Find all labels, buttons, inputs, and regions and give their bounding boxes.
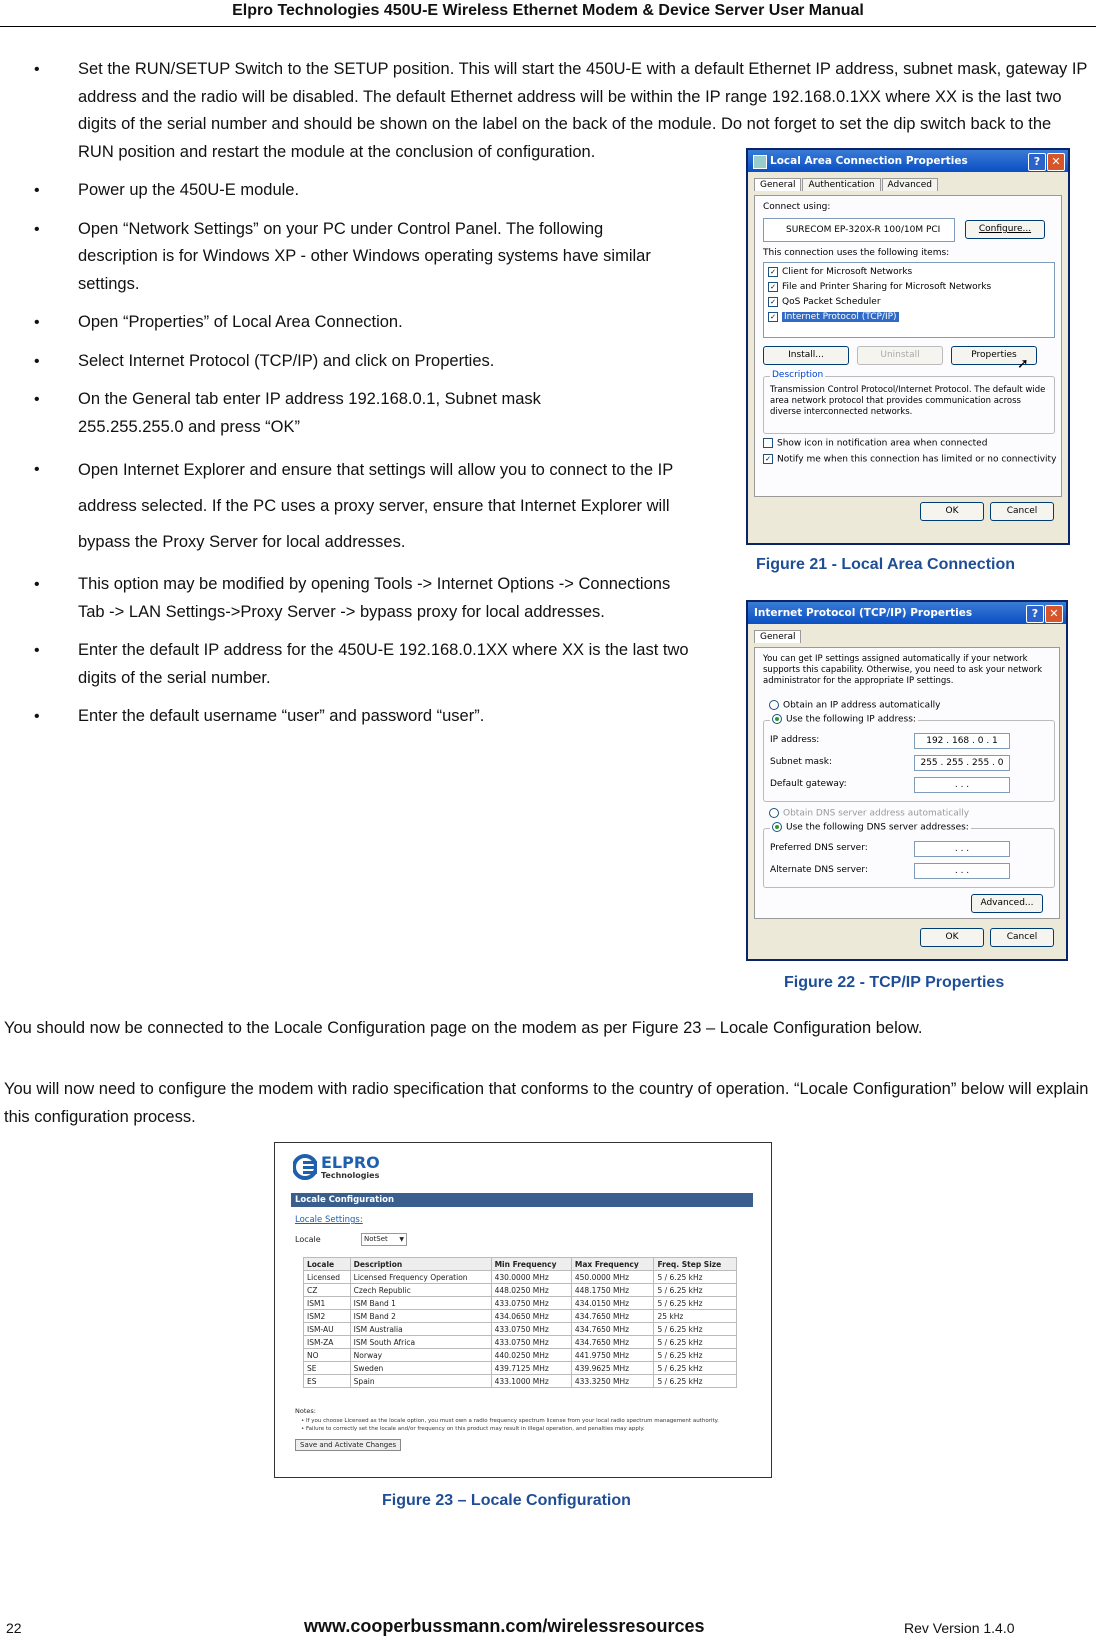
tab-strip xyxy=(754,630,802,646)
close-button[interactable]: ✕ xyxy=(1047,153,1065,171)
list-item: • Open Internet Explorer and ensure that settings will allow you to connect to the IP address selected. If the PC uses a proxy server, ensure that Internet Explorer will bypass the Proxy Server for local addresses. xyxy=(28,452,698,560)
table-cell: 434.7650 MHz xyxy=(571,1323,654,1336)
uninstall-button[interactable]: Uninstall xyxy=(857,346,943,365)
list-item[interactable]: ✓ File and Printer Sharing for Microsoft Networks xyxy=(768,280,1054,295)
help-button[interactable]: ? xyxy=(1026,605,1044,623)
page-number: 22 xyxy=(6,1620,22,1636)
table-row xyxy=(304,1362,737,1375)
obtain-ip-radio[interactable]: Obtain an IP address automatically xyxy=(769,700,941,711)
list-item: • This option may be modified by opening Tools -> Internet Options -> Connections Tab -> LAN Settings->Proxy Server -> bypass proxy for local addresses. xyxy=(28,571,678,626)
list-item[interactable]: ✓ QoS Packet Scheduler xyxy=(768,295,1054,310)
description-label: Description xyxy=(772,370,824,380)
adapter-field xyxy=(763,218,955,242)
table-cell: ISM1 xyxy=(304,1297,351,1310)
dialog-title: Local Area Connection Properties xyxy=(770,155,968,167)
table-cell: 433.1000 MHz xyxy=(491,1375,571,1388)
table-cell: 441.9750 MHz xyxy=(571,1349,654,1362)
table-row xyxy=(304,1375,737,1388)
description-text: Transmission Control Protocol/Internet Protocol. The default wide area network protocol that provides communication across diverse interconnected networks. xyxy=(770,385,1046,417)
tab-authentication[interactable]: Authentication xyxy=(802,178,880,191)
ok-button[interactable]: OK xyxy=(920,928,984,947)
notify-checkbox[interactable]: ✓ Notify me when this connection has limited or no connectivity xyxy=(763,454,1056,465)
list-item: • Enter the default IP address for the 450U-E 192.168.0.1XX where XX is the last two digits of the serial number. xyxy=(28,637,698,692)
table-cell: 5 / 6.25 kHz xyxy=(654,1323,737,1336)
tab-strip xyxy=(754,178,939,194)
logo-name: ELPRO xyxy=(321,1153,380,1172)
footer-url[interactable]: www.cooperbussmann.com/wirelessresources xyxy=(304,1616,705,1636)
table-cell: 434.0150 MHz xyxy=(571,1297,654,1310)
table-cell: Licensed Frequency Operation xyxy=(350,1271,491,1284)
list-item[interactable]: ✓ Internet Protocol (TCP/IP) xyxy=(768,310,1054,325)
chevron-down-icon: ▼ xyxy=(399,1236,404,1243)
table-cell: CZ xyxy=(304,1284,351,1297)
table-body xyxy=(304,1271,737,1388)
table-header-row xyxy=(304,1258,737,1271)
gateway-label: Default gateway: xyxy=(770,779,847,789)
column-header: Freq. Step Size xyxy=(654,1258,737,1271)
install-button[interactable]: Install... xyxy=(763,346,849,365)
column-header: Min Frequency xyxy=(491,1258,571,1271)
table-cell: 434.7650 MHz xyxy=(571,1310,654,1323)
note-item: • If you choose Licensed as the locale option, you must own a radio frequency spectrum license from your local radio spectrum management authority. xyxy=(301,1418,719,1424)
table-cell: 434.0650 MHz xyxy=(491,1310,571,1323)
description-group xyxy=(763,370,1055,434)
notes-label: Notes: xyxy=(295,1407,316,1415)
alternate-dns-field[interactable]: . . . xyxy=(914,863,1010,879)
table-cell: 439.9625 MHz xyxy=(571,1362,654,1375)
table-cell: Sweden xyxy=(350,1362,491,1375)
cursor-icon: ➚ xyxy=(1017,356,1029,372)
table-row xyxy=(304,1310,737,1323)
list-item[interactable]: ✓ Client for Microsoft Networks xyxy=(768,265,1054,280)
table-cell: 5 / 6.25 kHz xyxy=(654,1297,737,1310)
locale-configuration-screenshot xyxy=(274,1142,772,1478)
list-item: • Power up the 450U-E module. xyxy=(28,177,718,205)
preferred-dns-label: Preferred DNS server: xyxy=(770,843,868,853)
table-cell: Czech Republic xyxy=(350,1284,491,1297)
page-title-bar: Locale Configuration xyxy=(291,1193,753,1207)
list-item: • Enter the default username “user” and password “user”. xyxy=(28,703,718,731)
table-cell: 5 / 6.25 kHz xyxy=(654,1375,737,1388)
table-cell: ISM Band 1 xyxy=(350,1297,491,1310)
table-row xyxy=(304,1284,737,1297)
table-cell: 5 / 6.25 kHz xyxy=(654,1349,737,1362)
network-icon xyxy=(753,155,767,169)
list-item: • Open “Properties” of Local Area Connection. xyxy=(28,309,718,337)
items-label: This connection uses the following items: xyxy=(763,248,950,258)
table-cell: 448.0250 MHz xyxy=(491,1284,571,1297)
use-ip-radio[interactable]: Use the following IP address: xyxy=(770,714,918,725)
configure-button[interactable]: Configure... xyxy=(965,220,1045,239)
tab-advanced[interactable]: Advanced xyxy=(882,178,938,191)
table-cell: ES xyxy=(304,1375,351,1388)
table-cell: NO xyxy=(304,1349,351,1362)
table-row xyxy=(304,1336,737,1349)
ok-button[interactable]: OK xyxy=(920,502,984,521)
list-item: • On the General tab enter IP address 192.168.0.1, Subnet mask 255.255.255.0 and press “OK” xyxy=(28,386,648,441)
table-cell: 450.0000 MHz xyxy=(571,1271,654,1284)
table-cell: 5 / 6.25 kHz xyxy=(654,1362,737,1375)
subnet-mask-label: Subnet mask: xyxy=(770,757,832,767)
table-cell: 440.0250 MHz xyxy=(491,1349,571,1362)
connect-using-label: Connect using: xyxy=(763,202,831,212)
table-cell: 5 / 6.25 kHz xyxy=(654,1271,737,1284)
preferred-dns-field[interactable]: . . . xyxy=(914,841,1010,857)
table-cell: 448.1750 MHz xyxy=(571,1284,654,1297)
paragraph: You will now need to configure the modem with radio specification that conforms to the country of operation. “Locale Configuration” below will explain this configuration process. xyxy=(4,1080,1089,1126)
note-item: • Failure to correctly set the locale and/or frequency on this product may result in illegal operation, and penalties may apply. xyxy=(301,1426,645,1432)
table-row xyxy=(304,1323,737,1336)
help-button[interactable]: ? xyxy=(1028,153,1046,171)
use-dns-radio[interactable]: Use the following DNS server addresses: xyxy=(770,822,971,833)
tab-general[interactable]: General xyxy=(754,178,801,191)
table-cell: SE xyxy=(304,1362,351,1375)
figure-23-caption: Figure 23 – Locale Configuration xyxy=(382,1492,631,1509)
table-cell: Licensed xyxy=(304,1271,351,1284)
column-header: Description xyxy=(350,1258,491,1271)
table-cell: ISM South Africa xyxy=(350,1336,491,1349)
properties-button[interactable]: Properties xyxy=(951,346,1037,365)
table-cell: ISM Band 2 xyxy=(350,1310,491,1323)
column-header: Locale xyxy=(304,1258,351,1271)
cancel-button[interactable]: Cancel xyxy=(990,502,1054,521)
advanced-button[interactable]: Advanced... xyxy=(971,894,1043,913)
table-cell: ISM Australia xyxy=(350,1323,491,1336)
revision: Rev Version 1.4.0 xyxy=(904,1620,1015,1636)
figure-22-caption: Figure 22 - TCP/IP Properties xyxy=(784,974,1005,991)
table-cell: 433.0750 MHz xyxy=(491,1323,571,1336)
list-item: • Set the RUN/SETUP Switch to the SETUP position. This will start the 450U-E with a default Ethernet IP address, subnet mask, gateway IP address and the radio will be disabled. The default Ethernet address will be within the IP range 192.168.0.1XX where XX is the last two digits of the serial number and should be shown on the label on the back of the module. Do not forget to set the dip switch back to the RUN position and restart the module at the conclusion of configuration. xyxy=(28,56,1088,166)
component-list[interactable] xyxy=(763,262,1055,338)
table-cell: ISM2 xyxy=(304,1310,351,1323)
table-cell: 25 kHz xyxy=(654,1310,737,1323)
cancel-button[interactable]: Cancel xyxy=(990,928,1054,947)
figure-21-caption: Figure 21 - Local Area Connection xyxy=(756,556,1016,573)
ip-group xyxy=(763,714,1055,802)
obtain-dns-radio[interactable]: Obtain DNS server address automatically xyxy=(769,808,969,819)
locale-settings-link[interactable]: Locale Settings: xyxy=(295,1215,363,1225)
table-cell: ISM-ZA xyxy=(304,1336,351,1349)
dialog-titlebar xyxy=(748,602,1066,624)
table-cell: Spain xyxy=(350,1375,491,1388)
locale-select[interactable]: NotSet ▼ xyxy=(361,1233,407,1246)
table-row xyxy=(304,1297,737,1310)
table-cell: 439.7125 MHz xyxy=(491,1362,571,1375)
tab-general[interactable]: General xyxy=(754,630,801,643)
ip-address-label: IP address: xyxy=(770,735,820,745)
locale-table xyxy=(303,1257,737,1388)
table-cell: ISM-AU xyxy=(304,1323,351,1336)
table-cell: 433.0750 MHz xyxy=(491,1336,571,1349)
table-row xyxy=(304,1271,737,1284)
table-cell: 5 / 6.25 kHz xyxy=(654,1336,737,1349)
list-item: • Open “Network Settings” on your PC under Control Panel. The following description is for Windows XP - other Windows operating systems have similar settings. xyxy=(28,216,658,299)
save-activate-button[interactable]: Save and Activate Changes xyxy=(295,1439,401,1451)
tab-pane xyxy=(754,647,1060,919)
paragraph: You should now be connected to the Locale Configuration page on the modem as per Figure 23 – Locale Configuration below. xyxy=(4,1019,923,1037)
dialog-title: Internet Protocol (TCP/IP) Properties xyxy=(754,607,973,619)
lan-properties-dialog xyxy=(746,148,1070,545)
dialog-titlebar xyxy=(748,150,1068,172)
gateway-field[interactable]: . . . xyxy=(914,777,1010,793)
logo-subtitle: Technologies xyxy=(321,1171,380,1180)
intro-text: You can get IP settings assigned automatically if your network supports this capability. Otherwise, you need to ask your network administrator for the appropriate IP settings. xyxy=(763,654,1043,686)
locale-label: Locale xyxy=(295,1235,321,1244)
table-cell: 430.0000 MHz xyxy=(491,1271,571,1284)
table-row xyxy=(304,1349,737,1362)
close-button[interactable]: ✕ xyxy=(1045,605,1063,623)
show-icon-checkbox[interactable]: Show icon in notification area when connected xyxy=(763,438,987,449)
tcpip-properties-dialog xyxy=(746,600,1068,961)
table-cell: 434.7650 MHz xyxy=(571,1336,654,1349)
table-cell: Norway xyxy=(350,1349,491,1362)
table-cell: 433.0750 MHz xyxy=(491,1297,571,1310)
page-header: Elpro Technologies 450U-E Wireless Ethernet Modem & Device Server User Manual xyxy=(0,0,1096,27)
alternate-dns-label: Alternate DNS server: xyxy=(770,865,869,875)
list-item: • Select Internet Protocol (TCP/IP) and click on Properties. xyxy=(28,348,718,376)
column-header: Max Frequency xyxy=(571,1258,654,1271)
table-cell: 433.3250 MHz xyxy=(571,1375,654,1388)
table-cell: 5 / 6.25 kHz xyxy=(654,1284,737,1297)
adapter-name: SURECOM EP-320X-R 100/10M PCI xyxy=(786,225,941,235)
elpro-logo-icon xyxy=(293,1153,317,1181)
dns-group xyxy=(763,822,1055,888)
subnet-mask-field[interactable]: 255 . 255 . 255 . 0 xyxy=(914,755,1010,771)
tab-pane xyxy=(754,195,1062,497)
ip-address-field[interactable]: 192 . 168 . 0 . 1 xyxy=(914,733,1010,749)
